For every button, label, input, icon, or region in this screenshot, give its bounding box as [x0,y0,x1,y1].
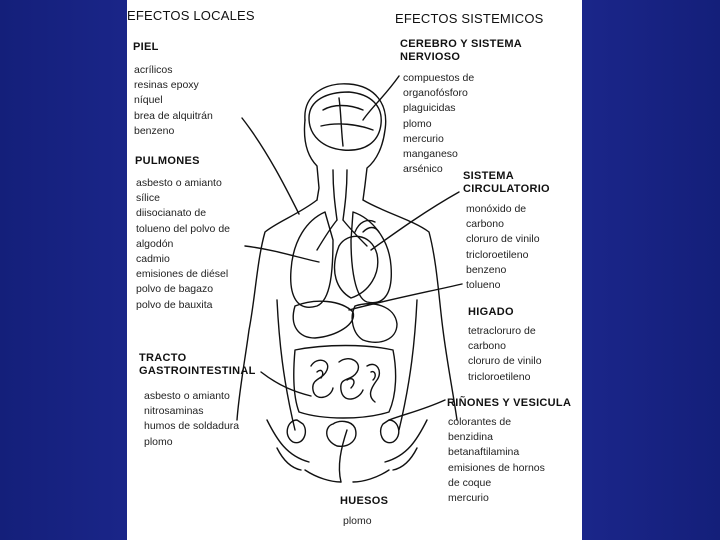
list-item: benzeno [134,124,175,137]
torso-right-outline [363,200,457,420]
leader-huesos [339,430,347,482]
list-item: tricloroetileno [466,248,529,261]
list-item: manganeso [403,148,458,161]
list-item: resinas epoxy [134,79,199,92]
category-pulmones: PULMONES [135,155,200,167]
category-sistema-circulatorio [463,170,550,196]
list-cerebro-sistema-nervioso [403,71,474,177]
bladder-outline [327,421,356,446]
list-item: betanaftilamina [448,446,520,459]
list-item: monóxido de [466,203,527,215]
list-item: cloruro de vinilo [468,355,542,368]
list-item: benzeno [466,263,507,276]
list-item: colorantes de [448,416,512,428]
list-item: algodón [136,237,174,250]
leader-piel [242,118,299,214]
list-item: níquel [134,94,163,107]
pelvis-outline [267,420,427,482]
list-item: arsénico [403,163,443,176]
list-item: diisocianato de [136,207,207,220]
leader-pulmones [245,246,319,262]
list-item: tricloroetileno [468,370,531,383]
list-item: polvo de bauxita [136,298,213,311]
list-item: mercurio [403,132,444,145]
small-intestine-coils [311,359,379,402]
list-item: asbesto o amianto [144,390,230,402]
heading-systemic-effects: EFECTOS SISTEMICOS [395,11,544,26]
category-tracto-gastrointestinal [139,352,256,378]
brain-outline [309,92,381,150]
list-tracto-gastrointestinal [144,389,239,450]
list-item: polvo de bagazo [136,283,214,296]
category-title-line: NERVIOSO [400,51,461,63]
list-item: organofósforo [403,87,468,100]
list-item: de coque [448,476,492,489]
category-title-line: CIRCULATORIO [463,183,550,195]
list-item: plomo [144,435,173,448]
leader-rinones [389,400,445,420]
list-rinones-vesicula [448,415,545,506]
list-item: emisiones de diésel [136,268,229,281]
list-item: mercurio [448,492,489,505]
list-higado [468,324,542,385]
list-item: carbono [468,340,506,353]
list-item: acrílicos [134,64,173,76]
list-item: tetracloruro de [468,325,536,337]
slide-panel [127,0,582,540]
leader-higado [349,284,462,310]
list-item: cloruro de vinilo [466,233,540,246]
category-title-line: SISTEMA [463,170,514,182]
list-item: tolueno del polvo de [136,222,230,235]
list-item: plaguicidas [403,102,456,115]
heading-local-effects: EFECTOS LOCALES [127,8,255,23]
heart-outline [335,236,378,298]
leader-circulatorio [371,192,459,250]
list-item: nitrosaminas [144,405,204,418]
category-piel: PIEL [133,41,159,53]
list-item: plomo [343,515,372,527]
list-item: tolueno [466,279,501,292]
category-title-line: TRACTO [139,352,187,364]
list-pulmones [136,176,230,313]
left-lung-outline [291,212,333,307]
category-title-line: GASTROINTESTINAL [139,365,256,377]
kidney-right [381,420,399,443]
kidney-left [287,420,305,443]
list-sistema-circulatorio [466,202,540,293]
category-title-line: CEREBRO Y SISTEMA [400,38,523,50]
list-item: cadmio [136,253,170,266]
list-item: plomo [403,117,432,130]
list-item: asbesto o amianto [136,177,222,189]
right-lung-outline [351,212,391,303]
list-item: carbono [466,218,504,231]
category-cerebro-sistema-nervioso [400,38,522,64]
stomach-outline [352,304,397,343]
category-higado: HIGADO [468,306,514,318]
list-item: brea de alquitrán [134,109,213,122]
colon-outline [294,346,396,419]
category-rinones-vesicula: RIÑONES Y VESICULA [447,397,572,409]
category-huesos: HUESOS [340,495,389,507]
list-piel [134,63,213,139]
list-item: compuestos de [403,72,475,84]
list-item: benzidina [448,431,493,444]
list-item: humos de soldadura [144,420,240,433]
list-item: emisiones de hornos [448,461,545,474]
list-item: sílice [136,192,160,205]
list-huesos [343,514,372,529]
liver-outline [293,301,353,338]
